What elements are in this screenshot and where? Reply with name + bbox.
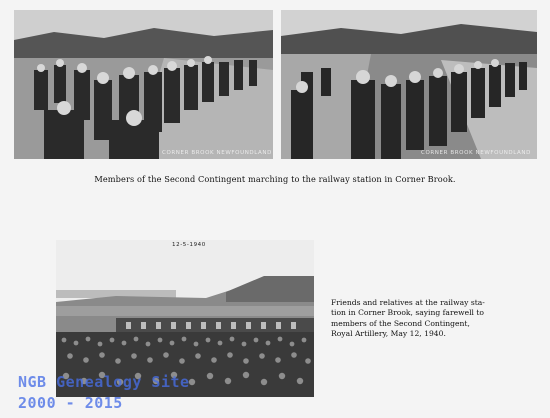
caption-farewell-line: Royal Artillery, May 12, 1940.: [331, 329, 446, 339]
caption-farewell-line: members of the Second Contingent,: [331, 318, 470, 328]
caption-marching: Members of the Second Contingent marching to the railway station in Corner Brook.: [94, 174, 456, 184]
caption-farewell-line: tion in Corner Brook, saying farewell to: [331, 308, 484, 318]
caption-farewell: [331, 298, 485, 340]
caption-farewell-line: Friends and relatives at the railway sta-: [331, 298, 485, 307]
photo-marching-right: [281, 10, 537, 159]
photo-inscription: CORNER BROOK NEWFOUNDLAND: [421, 150, 531, 156]
watermark-site-name: NGB Genealogy Site: [18, 373, 190, 391]
photo-inscription: CORNER BROOK NEWFOUNDLAND: [162, 150, 272, 156]
photo-marching-left: [14, 10, 273, 159]
watermark-years: 2000 - 2015: [18, 394, 123, 412]
photo-inscription: 12-5-1940: [172, 242, 206, 248]
